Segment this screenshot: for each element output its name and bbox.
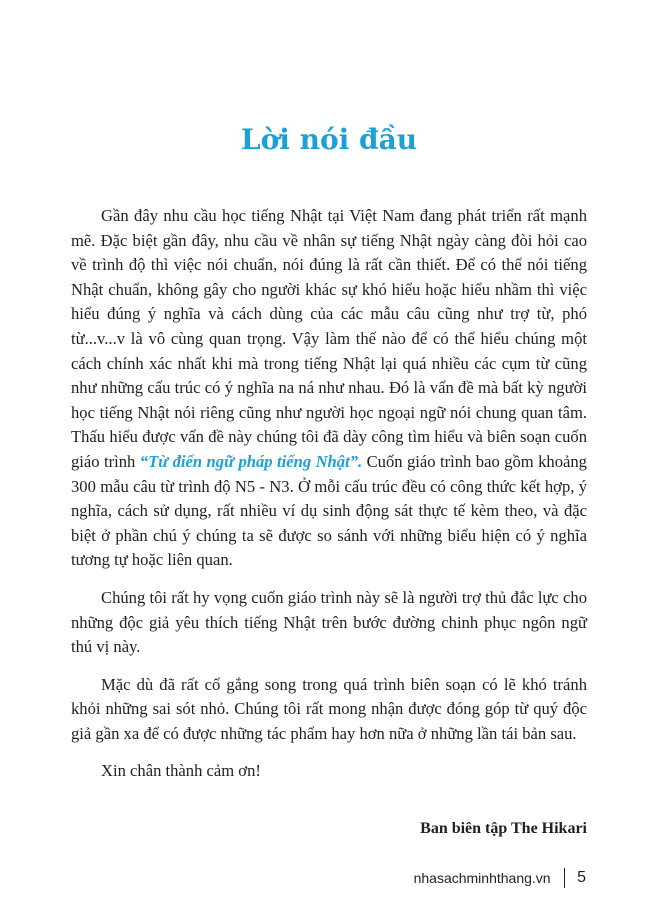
paragraph-4: Xin chân thành cảm ơn!: [101, 761, 261, 781]
paragraph-2: Chúng tôi rất hy vọng cuốn giáo trình này sẽ là người trợ thủ đắc lực cho những độc giả yêu thích tiếng Nhật trên bước đường chinh phục ngôn ngữ thú vị này.: [71, 587, 587, 657]
footer-website: nhasachminhthang.vn: [413, 870, 551, 886]
paragraph-3: Mặc dù đã rất cố gắng song trong quá trình biên soạn có lẽ khó tránh khỏi những sai sót nhỏ. Chúng tôi rất mong nhận được đóng góp từ quý độc giả gần xa để có được những tác phẩm hay hơn nữa ở những lần tái bản sau.: [71, 674, 587, 743]
page-title: Lời nói đầu: [240, 123, 418, 156]
book-title: “Từ điển ngữ pháp tiếng Nhật”.: [139, 451, 363, 471]
paragraph-1-continued: Cuốn giáo trình bao gồm khoảng 300 mẫu câu từ trình độ N5 - N3. Ở mỗi cấu trúc đều có công thức kết hợp, ý nghĩa, cách sử dụng, rất nhiều ví dụ sinh động sát thực tế kèm theo, và đặc biệt ở phần chú ý chúng ta sẽ được so sánh với những biểu hiện có ý nghĩa tương tự hoặc liên quan.: [71, 451, 587, 570]
paragraph-1-text: Gần đây nhu cầu học tiếng Nhật tại Việt Nam đang phát triển rất mạnh mẽ. Đặc biệt gần đây, nhu cầu về nhân sự tiếng Nhật ngày càng đòi hỏi cao về trình độ thì việc nói chuẩn, nói đúng là rất cần thiết. Để có thể nói tiếng Nhật chuẩn, không gây cho người khác sự khó hiểu hoặc hiểu nhầm thì việc hiểu đúng ý nghĩa và cách dùng của các mẫu câu cũng như trợ từ, phó từ...v...v là vô cùng quan trọng. Vậy làm thế nào để có thể hiểu chúng một cách chính xác nhất khi mà trong tiếng Nhật lại quá nhiều các cụm từ cũng như những cấu trúc có ý nghĩa na ná như nhau. Đó là vấn đề mà bất kỳ người học tiếng Nhật nói riêng cũng như người học ngoại ngữ nói chung quan tâm. Thấu hiểu được vấn đề này chúng tôi đã dày công tìm hiểu và biên soạn cuốn giáo trình: [71, 206, 587, 471]
preface-body: [71, 204, 587, 797]
signature: Ban biên tập The Hikari: [420, 820, 587, 837]
page-number: 5: [577, 869, 586, 886]
footer-divider: [564, 868, 566, 888]
paragraph-1: [71, 204, 587, 573]
page-footer: [414, 868, 586, 888]
